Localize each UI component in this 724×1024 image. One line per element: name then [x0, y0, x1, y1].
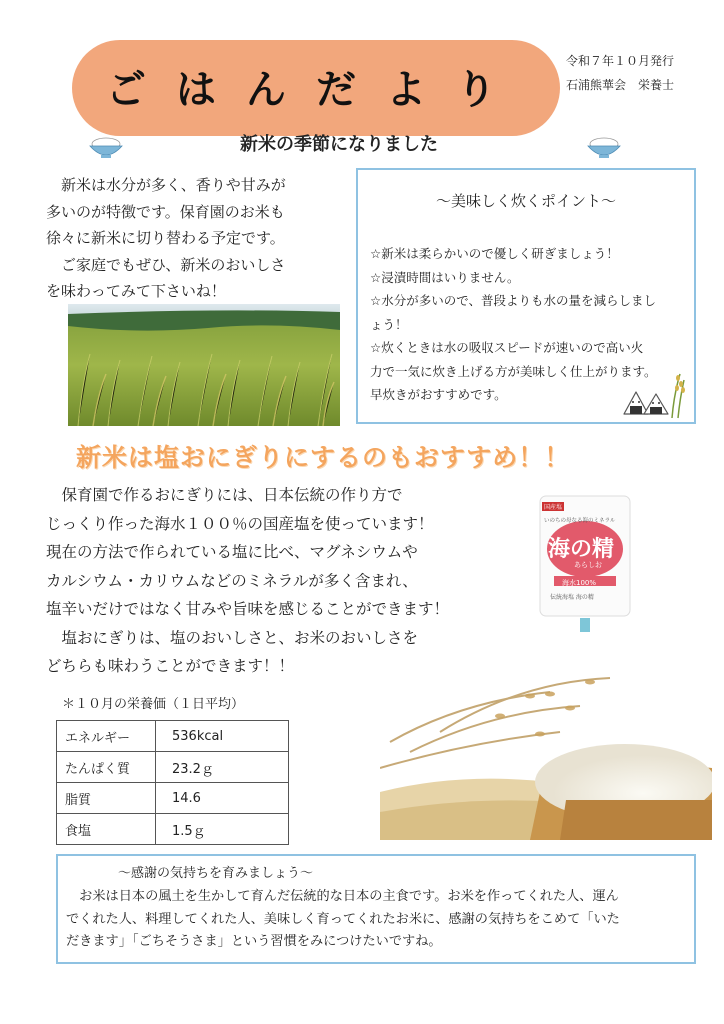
nutrition-table	[56, 720, 289, 845]
tip-line: ☆新米は柔らかいので優しく研ぎましょう！	[370, 246, 619, 261]
intro-line: 多いのが特徴です。保育園のお米も	[46, 202, 285, 221]
salt-line: じっくり作った海水１００％の国産塩を使っています！	[46, 514, 434, 533]
tip-line: 力で一気に炊き上げる方が美味しく仕上がります。	[370, 363, 657, 379]
tip-line: ☆浸漬時間はいりません。	[370, 269, 520, 285]
salt-sub: あらしお	[574, 561, 602, 569]
intro-line: 新米は水分が多く、香りや甘みが	[46, 176, 286, 194]
section-subheading: 新米の季節になりました	[240, 134, 438, 155]
salt-line: 保育園で作るおにぎりには、日本伝統の作り方で	[46, 486, 403, 504]
salt-tagline: いのちの母なる海のミネラル	[544, 518, 616, 524]
tip-line: 早炊きがおすすめです。	[370, 387, 507, 402]
salt-badge: 海水100%	[562, 579, 597, 587]
onigiri-illustration-icon	[620, 370, 686, 420]
gratitude-body	[66, 886, 686, 954]
rice-bowl-icon-left	[86, 136, 126, 160]
rice-bowl-icon-right	[584, 136, 624, 160]
gratitude-line: お米は日本の風土を生かして育んだ伝統的な日本の主食です。お米を作ってくれた人、運ん	[66, 889, 619, 904]
tip-line: ☆水分が多いので、普段よりも水の量を減らしまし	[370, 293, 656, 308]
salt-line: 塩おにぎりは、塩のおいしさと、お米のおいしさを	[46, 628, 419, 647]
salt-top-label: 国産塩	[544, 504, 563, 511]
salt-maker: 伝統海塩 海の精	[550, 594, 594, 601]
salt-line: 塩辛いだけではなく甘みや旨味を感じることができます！	[46, 600, 450, 618]
nutrition-value: 1.5ｇ	[156, 814, 289, 845]
gratitude-line: でくれた人、料理してくれた人、美味しく育ってくれたお米に、感謝の気持ちをこめて「いた	[66, 911, 620, 927]
issue-date: 令和７年１０月発行	[566, 54, 675, 68]
nutrition-label: たんぱく質	[57, 752, 156, 783]
rice-field-photo	[68, 304, 340, 426]
nutrition-label: エネルギー	[57, 721, 156, 752]
salt-brand: 海の精	[548, 536, 615, 562]
rice-grains-photo	[380, 672, 712, 840]
gratitude-line: だきます」「ごちそうさま」という習慣をみにつけたいですね。	[66, 934, 442, 949]
intro-line: ご家庭でもぜひ、新米のおいしさ	[46, 255, 286, 274]
salt-package-image	[536, 494, 634, 634]
nutrition-title: ＊１０月の栄養価（１日平均）	[62, 697, 245, 712]
intro-line: 徐々に新米に切り替わる予定です。	[46, 229, 285, 247]
cooking-tips-box	[356, 168, 696, 424]
salt-line: 現在の方法で作られている塩に比べ、マグネシウムや	[46, 543, 418, 561]
table-row	[57, 752, 289, 783]
intro-line: を味わってみて下さいね！	[46, 282, 226, 300]
salt-onigiri-heading: 新米は塩おにぎりにするのもおすすめ！！	[76, 443, 571, 472]
table-row	[57, 814, 289, 845]
salt-line: カルシウム・カリウムなどのミネラルが多く含まれ、	[46, 571, 418, 590]
nutrition-value: 23.2ｇ	[156, 752, 289, 783]
gratitude-box	[56, 854, 696, 964]
salt-paragraph	[46, 481, 449, 681]
nutrition-value: 536kcal	[156, 721, 289, 752]
intro-paragraph	[46, 172, 286, 305]
nutrition-label: 脂質	[57, 783, 156, 814]
salt-line: どちらも味わうことができます！！	[46, 657, 295, 675]
table-row	[57, 721, 289, 752]
tips-title: ～美味しく炊くポイント～	[435, 192, 616, 210]
issuer: 石浦熊華会 栄養士	[566, 78, 675, 92]
newsletter-title: ごはんだより	[106, 67, 526, 113]
table-row	[57, 783, 289, 814]
tip-line: ょう！	[370, 316, 408, 332]
tip-line: ☆炊くときは水の吸収スピードが速いので高い火	[370, 340, 644, 355]
nutrition-label: 食塩	[57, 814, 156, 845]
nutrition-value: 14.6	[156, 783, 289, 814]
gratitude-title: ～感謝の気持ちを育みましょう～	[118, 866, 314, 881]
